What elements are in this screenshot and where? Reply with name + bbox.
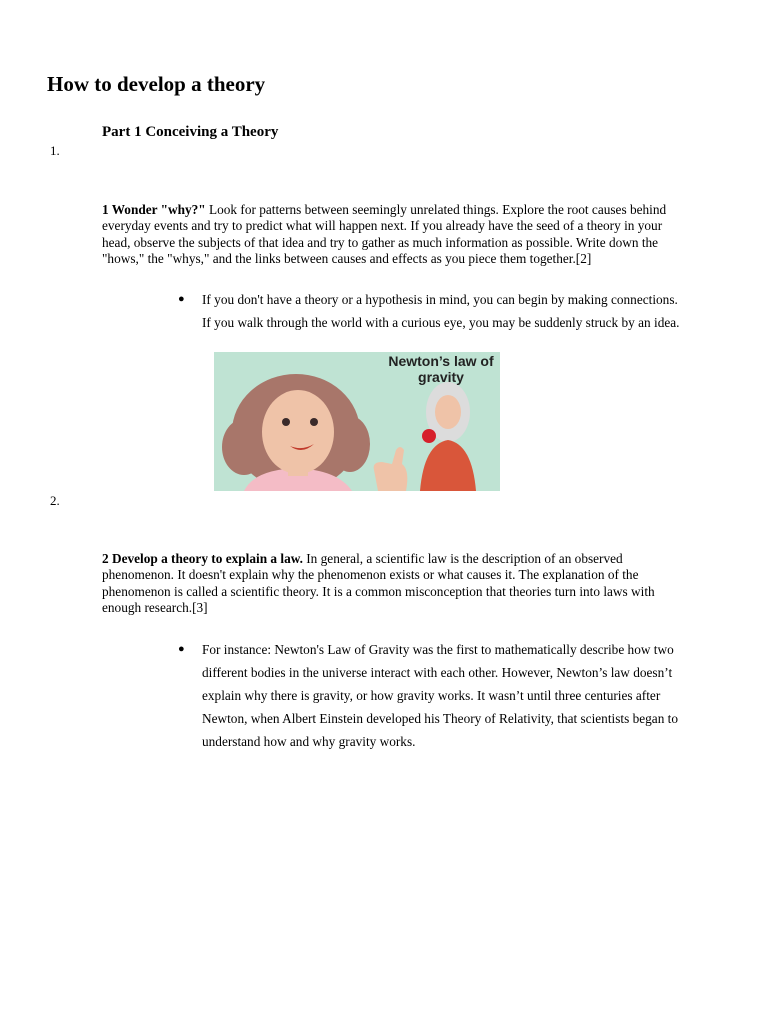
girl-neck-icon <box>288 462 308 476</box>
step-2-number: 2. <box>50 493 60 508</box>
step-1-paragraph <box>102 202 682 267</box>
step-2-body: In general, a scientific law is the description of an observed phenomenon. It doesn't explain why the phenomenon exists or what causes it. The explanation of the phenomenon is called a scientific theory. It is a common misconception that theories turn into laws with enough research.[3] <box>102 551 655 615</box>
step-1-body: Look for patterns between seemingly unrelated things. Explore the root causes behind everyday events and try to predict what will happen next. If you already have the seed of a theory in your head, observe the subjects of that idea and try to gather as much information as possible. Write down the "hows," the "whys," and the links between causes and effects as you piece them together.[2] <box>102 202 667 266</box>
step-1-lead: 1 Wonder "why?" <box>102 202 206 217</box>
girl-hair-curl-icon <box>222 419 266 475</box>
bullet-icon: ● <box>178 293 185 305</box>
page-title: How to develop a theory <box>47 72 266 96</box>
apple-icon <box>422 429 436 443</box>
step-2-bullet <box>178 638 688 753</box>
girl-eye-icon <box>310 418 318 426</box>
step-2-bullet-text: For instance: Newton's Law of Gravity was the first to mathematically describe how two different bodies in the universe interact with each other. However, Newton’s law doesn’t explain why there is gravity, or how gravity works. It wasn’t until three centuries after Newton, when Albert Einstein developed his Theory of Relativity, that scientists began to understand how and why gravity works. <box>202 642 679 749</box>
step-2-lead: 2 Develop a theory to explain a law. <box>102 551 303 566</box>
girl-eye-icon <box>282 418 290 426</box>
part-heading: Part 1 Conceiving a Theory <box>102 124 279 140</box>
illustration-caption: Newton’s law of gravity <box>388 353 494 385</box>
bullet-icon: ● <box>178 643 185 655</box>
newton-face-icon <box>435 395 461 429</box>
step-2-paragraph <box>102 551 682 616</box>
step-1-bullet <box>178 288 688 334</box>
newton-law-illustration <box>214 352 500 491</box>
girl-hair-curl-icon <box>330 416 370 472</box>
step-1-number: 1. <box>50 143 60 158</box>
girl-face-icon <box>262 390 334 474</box>
step-1-bullet-text: If you don't have a theory or a hypothesis in mind, you can begin by making connections. If you walk through the world with a curious eye, you may be suddenly struck by an idea. <box>202 292 680 330</box>
